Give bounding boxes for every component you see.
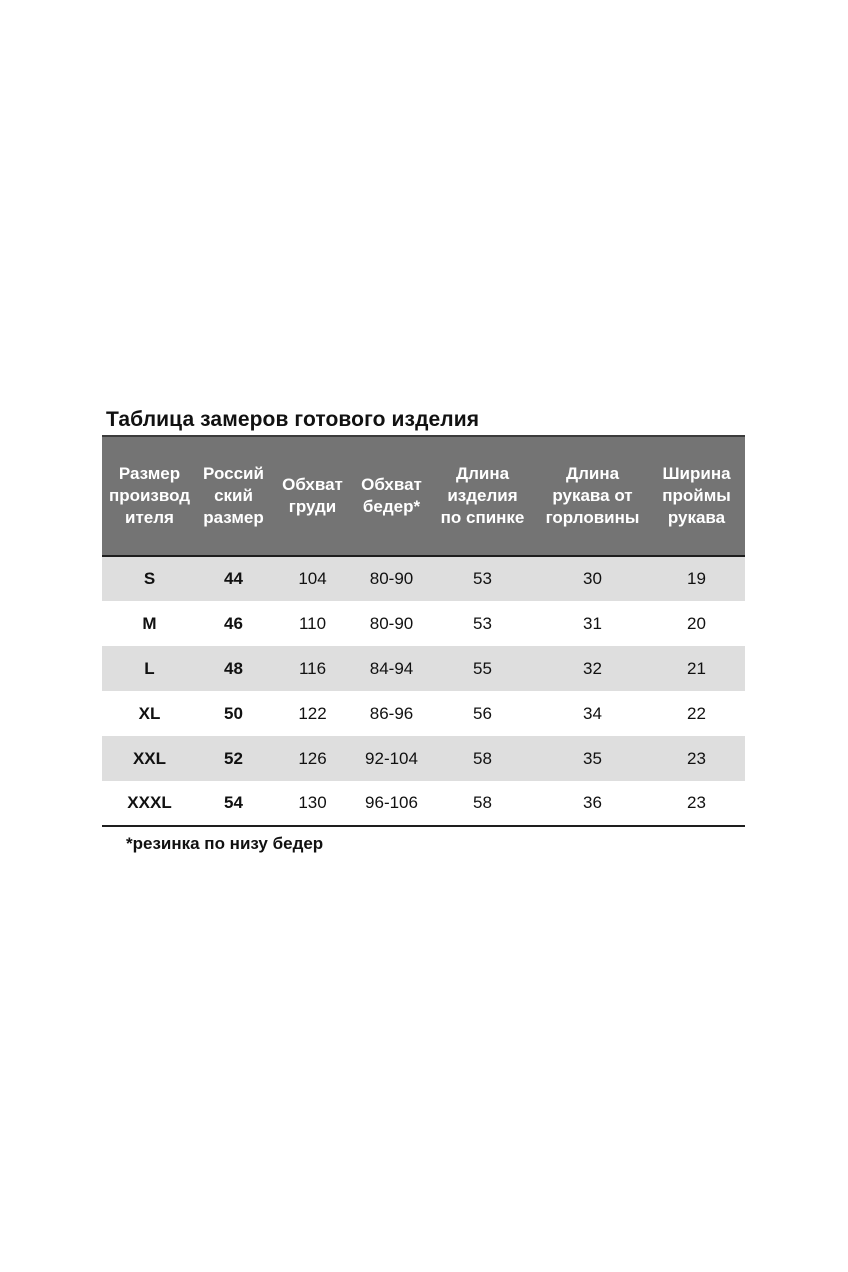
cell-sleeve-length: 32 <box>583 658 602 678</box>
cell-chest: 130 <box>270 781 355 826</box>
cell-sleeve-length: 31 <box>583 613 602 633</box>
cell-hips: 96-106 <box>355 781 428 826</box>
cell-russian-size: 46 <box>224 613 243 633</box>
cell-manufacturer-size: XXL <box>132 748 167 768</box>
header-russian-size: Россий ский размер <box>197 436 270 556</box>
table-row <box>102 736 745 781</box>
cell-manufacturer-size: L <box>144 658 155 678</box>
cell-hips: 86-96 <box>369 703 414 723</box>
cell-russian-size: 44 <box>224 569 243 588</box>
cell-sleeve-length: 36 <box>537 781 648 826</box>
header-manufacturer-size: Размер производ ителя <box>102 436 197 556</box>
cell-back-length: 58 <box>428 781 537 826</box>
size-chart-table <box>102 435 745 827</box>
table-row <box>102 556 745 601</box>
cell-hips: 84-94 <box>369 658 414 678</box>
cell-sleeve-length: 35 <box>583 748 602 768</box>
cell-back-length: 53 <box>473 569 492 588</box>
cell-hips: 80-90 <box>369 569 414 588</box>
cell-back-length: 56 <box>473 703 492 723</box>
header-hips: Обхват бедер* <box>355 436 428 556</box>
cell-back-length: 55 <box>473 658 492 678</box>
cell-russian-size: 48 <box>224 658 243 678</box>
cell-russian-size: 52 <box>224 748 243 768</box>
cell-manufacturer-size: XL <box>138 703 161 723</box>
header-row <box>102 436 745 556</box>
cell-russian-size: 54 <box>197 781 270 826</box>
cell-armhole-width: 23 <box>687 748 706 768</box>
table-row <box>102 601 745 646</box>
cell-manufacturer-size: M <box>142 613 157 633</box>
cell-armhole-width: 23 <box>648 781 745 826</box>
header-chest: Обхват груди <box>270 436 355 556</box>
cell-armhole-width: 20 <box>687 613 706 633</box>
cell-sleeve-length: 34 <box>583 703 602 723</box>
header-sleeve-length: Длина рукава от горловины <box>537 436 648 556</box>
cell-russian-size: 50 <box>224 703 243 723</box>
table-row <box>102 691 745 736</box>
header-back-length: Длина изделия по спинке <box>428 436 537 556</box>
cell-hips: 80-90 <box>369 613 414 633</box>
cell-back-length: 53 <box>473 613 492 633</box>
cell-chest: 116 <box>298 658 327 678</box>
cell-armhole-width: 21 <box>687 658 706 678</box>
cell-sleeve-length: 30 <box>583 569 602 588</box>
table-row <box>102 646 745 691</box>
table-row <box>102 781 745 826</box>
cell-armhole-width: 22 <box>687 703 706 723</box>
cell-manufacturer-size: S <box>143 569 156 588</box>
footnote: *резинка по низу бедер <box>126 834 324 853</box>
cell-chest: 126 <box>298 748 327 768</box>
cell-armhole-width: 19 <box>687 569 706 588</box>
cell-back-length: 58 <box>473 748 492 768</box>
cell-chest: 104 <box>298 569 327 588</box>
cell-chest: 122 <box>298 703 327 723</box>
header-armhole-width: Ширина проймы рукава <box>648 436 745 556</box>
cell-hips: 92-104 <box>365 748 418 768</box>
table-title: Таблица замеров готового изделия <box>106 408 480 431</box>
cell-manufacturer-size: XXXL <box>102 781 197 826</box>
cell-chest: 110 <box>298 613 327 633</box>
